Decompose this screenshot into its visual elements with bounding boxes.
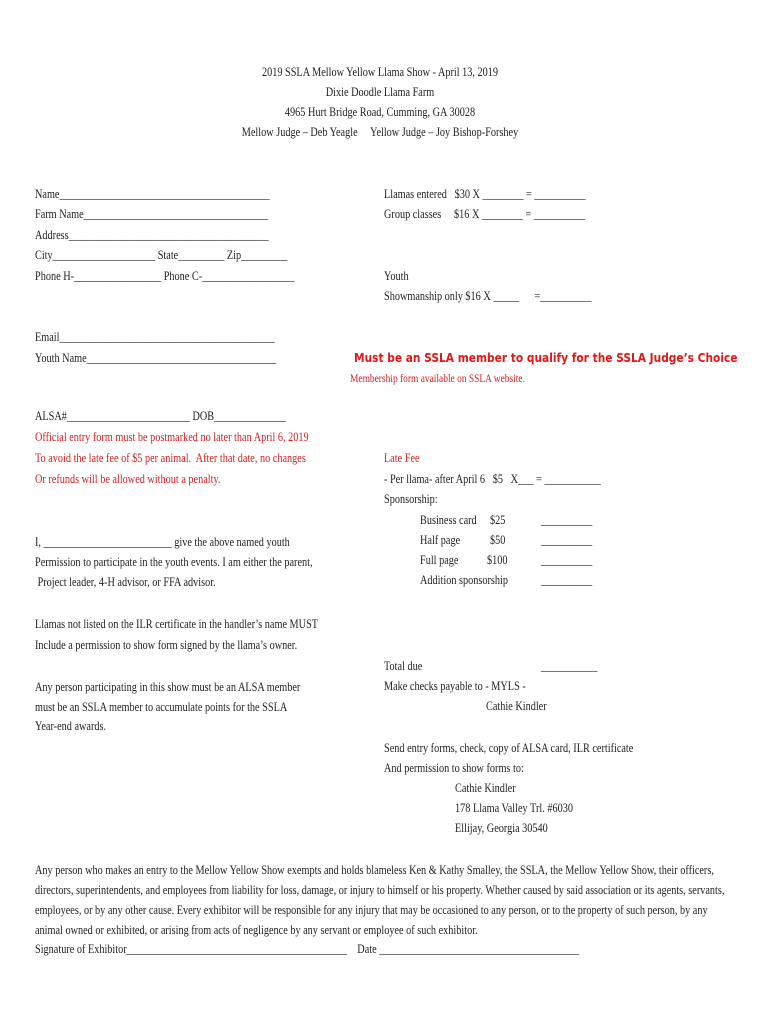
sponsor-blank[interactable]: __________ [541, 513, 593, 527]
send-instructions-2: And permission to show forms to: [384, 761, 524, 775]
sponsor-price: $50 [490, 533, 506, 547]
name-field[interactable]: Name_________________________________________ [35, 187, 270, 201]
sponsor-name: Full page [420, 553, 459, 567]
city-state-zip-field[interactable]: City____________________ State_________ Zip_________ [35, 248, 288, 262]
llama-note-1: Llamas not listed on the ILR certificate in the handler’s name MUST [35, 617, 319, 631]
youth-label: Youth [384, 269, 409, 283]
llama-note-2: Include a permission to show form signed by the llama’s owner. [35, 638, 298, 652]
mail-address-city: Ellijay, Georgia 30540 [455, 821, 548, 835]
sponsor-price: $25 [490, 513, 506, 527]
sponsor-blank[interactable]: __________ [541, 533, 593, 547]
sponsor-name: Business card [420, 513, 477, 527]
permission-line-1[interactable]: I, _________________________ give the above named youth [35, 535, 290, 549]
mail-address-name: Cathie Kindler [455, 781, 516, 795]
permission-line-2: Permission to participate in the youth events. I am either the parent, [35, 555, 313, 569]
sponsor-blank[interactable]: __________ [541, 553, 593, 567]
signature-line[interactable]: Signature of Exhibitor___________________________________________ Date _______________________________________ [35, 942, 580, 956]
sponsorship-label: Sponsorship: [384, 492, 438, 506]
sponsor-name: Half page [420, 533, 461, 547]
farm-name-field[interactable]: Farm Name____________________________________ [35, 207, 269, 221]
show-title: 2019 SSLA Mellow Yellow Llama Show - April 13, 2019 [261, 65, 499, 79]
membership-note: Membership form available on SSLA website. [350, 373, 525, 385]
address-field[interactable]: Address_______________________________________ [35, 228, 269, 242]
alsa-note-2: must be an SSLA member to accumulate points for the SSLA [35, 700, 288, 714]
alsa-dob-field[interactable]: ALSA#________________________ DOB______________ [35, 409, 286, 423]
late-fee-field[interactable]: - Per llama- after April 6 $5 X___ = ___________ [384, 472, 601, 486]
youth-showmanship-field[interactable]: Showmanship only $16 X _____ =__________ [384, 289, 592, 303]
alsa-note-1: Any person participating in this show must be an ALSA member [35, 680, 301, 694]
sponsor-price: $100 [487, 553, 508, 567]
deadline-line-2: To avoid the late fee of $5 per animal. After that date, no changes [35, 451, 306, 465]
youth-name-field[interactable]: Youth Name_____________________________________ [35, 351, 277, 365]
late-fee-label: Late Fee [384, 451, 420, 465]
email-field[interactable]: Email__________________________________________ [35, 330, 275, 344]
phone-field[interactable]: Phone H-_________________ Phone C-__________________ [35, 269, 295, 283]
deadline-line-3: Or refunds will be allowed without a penalty. [35, 472, 221, 486]
total-due-label: Total due [384, 659, 423, 673]
farm-name: Dixie Doodle Llama Farm [325, 85, 435, 99]
deadline-line-1: Official entry form must be postmarked no later than April 6, 2019 [35, 430, 309, 444]
liability-waiver: Any person who makes an entry to the Mellow Yellow Show exempts and holds blameless Ken & Kathy Smalley, the SSLA, the Mellow Yellow Show, their officers, directors, superintendents, and employees from liability for loss, damage, or injury to himself or his property. Whether caused by said association or its agents, servants, employees, or by any other cause. Every exhibitor will be responsible for any injury that may be occasioned to any person, or to the property of such person, by any animal owned or exhibited, or arising from acts of negligence by any servant or employee of such exhibitor. [35, 863, 725, 937]
farm-address: 4965 Hurt Bridge Road, Cumming, GA 30028 [284, 105, 476, 119]
permission-line-3: Project leader, 4-H advisor, or FFA advisor. [35, 575, 216, 589]
group-classes-field[interactable]: Group classes $16 X ________ = __________ [384, 207, 586, 221]
llamas-entered-field[interactable]: Llamas entered $30 X ________ = __________ [384, 187, 586, 201]
sponsor-blank[interactable]: __________ [541, 573, 593, 587]
judges-line: Mellow Judge – Deb Yeagle Yellow Judge – Joy Bishop-Forshey [241, 125, 519, 139]
payee-name: Cathie Kindler [486, 699, 547, 713]
alsa-note-3: Year-end awards. [35, 719, 107, 733]
send-instructions-1: Send entry forms, check, copy of ALSA card, ILR certificate [384, 741, 634, 755]
ssla-member-notice: Must be an SSLA member to qualify for the SSLA Judge’s Choice [354, 350, 738, 365]
mail-address-street: 178 Llama Valley Trl. #6030 [455, 801, 573, 815]
total-due-blank[interactable]: ___________ [541, 659, 598, 673]
payable-line: Make checks payable to - MYLS - [384, 679, 526, 693]
sponsor-name: Addition sponsorship [420, 573, 508, 587]
